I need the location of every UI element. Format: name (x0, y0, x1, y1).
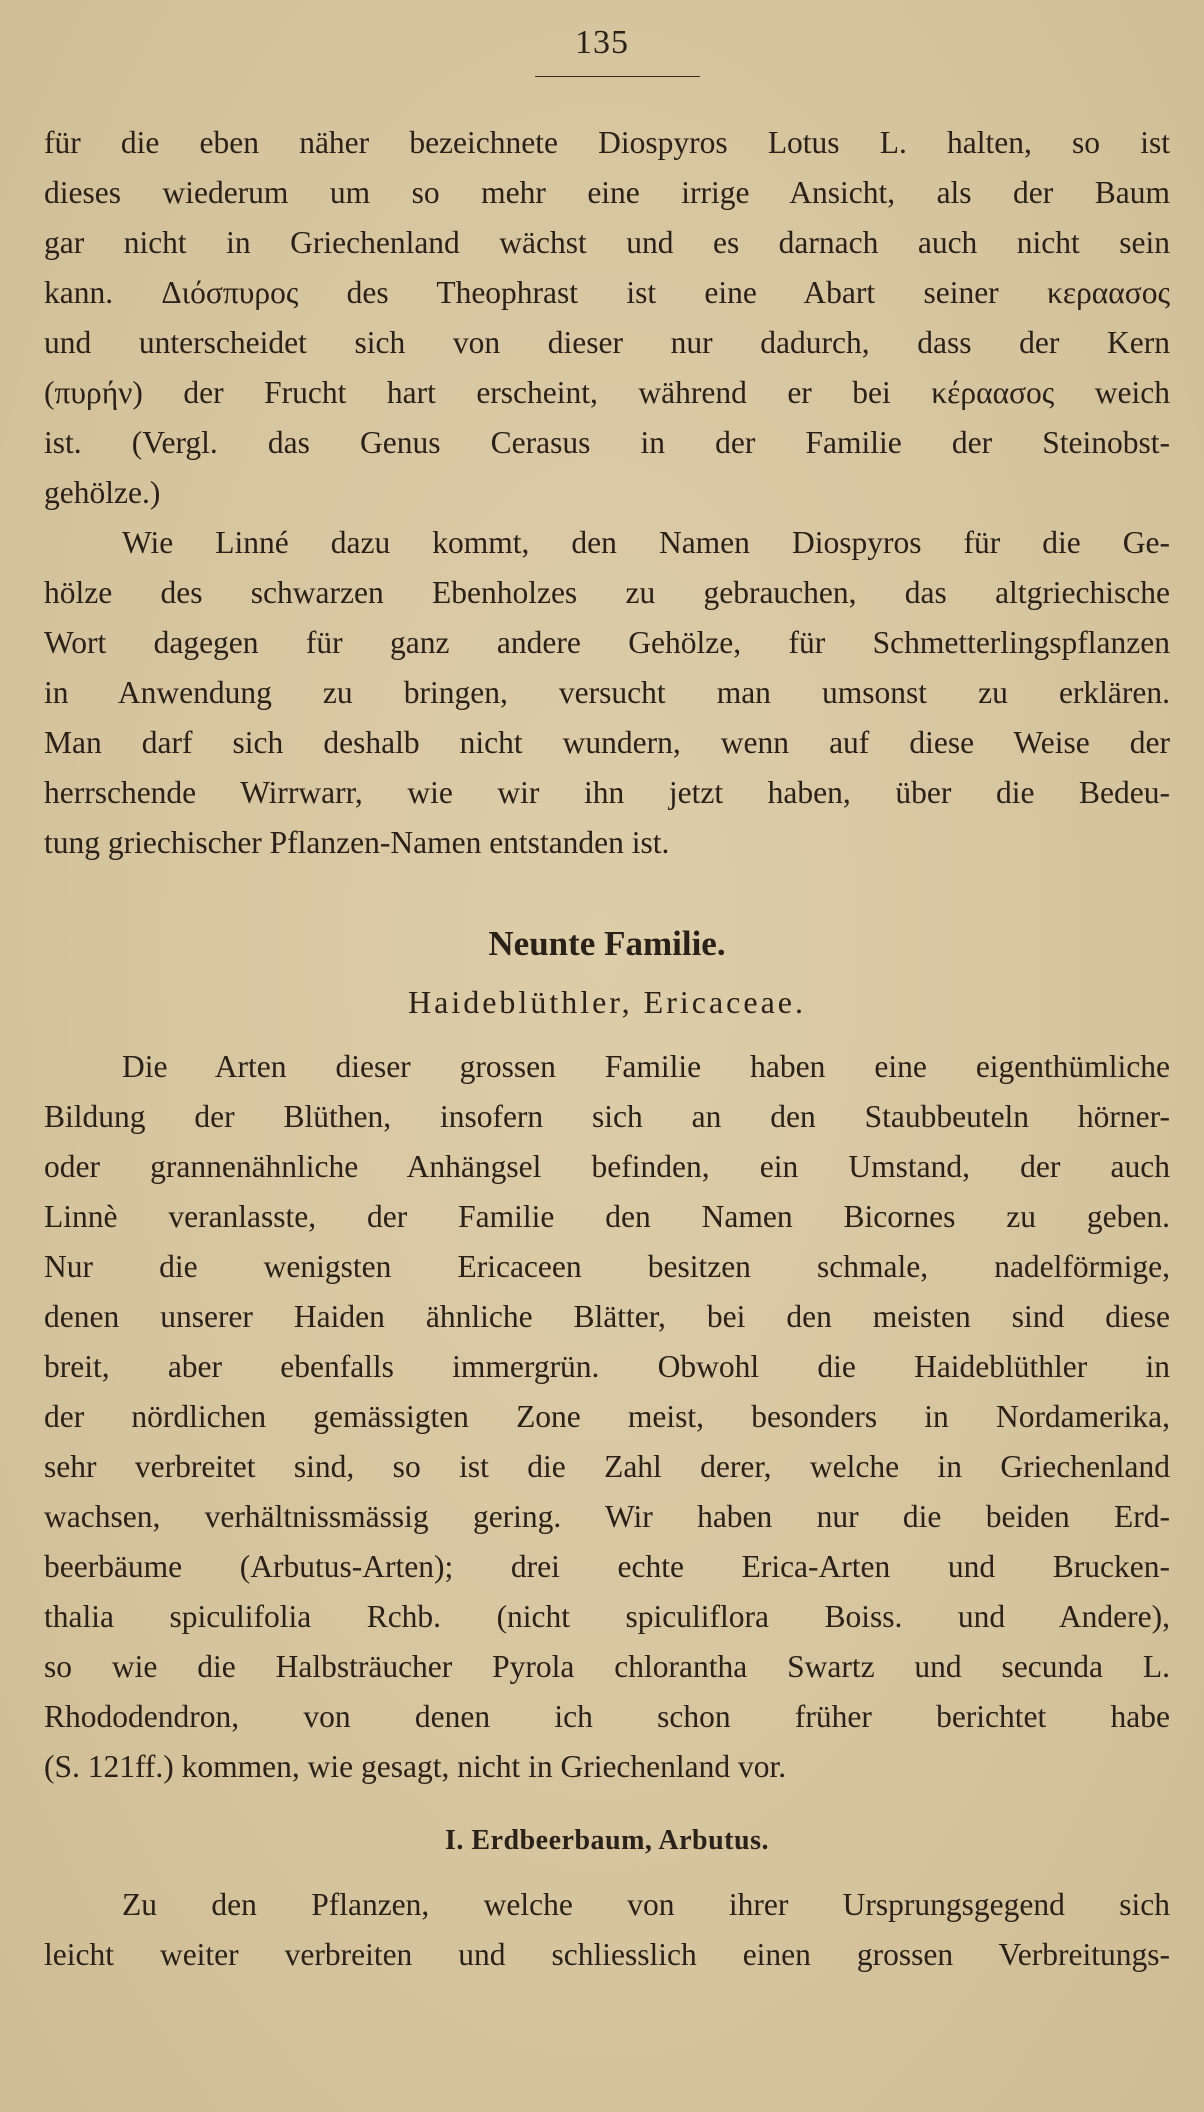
text-line: Linnè veranlasste, der Familie den Namen Bicornes zu geben. (44, 1199, 1170, 1234)
text-line: wachsen, verhältnissmässig gering. Wir haben nur die beiden Erd- (44, 1499, 1170, 1534)
spacer (44, 1030, 1170, 1042)
text-line: (S. 121ff.) kommen, wie gesagt, nicht in Griechenland vor. (44, 1749, 787, 1784)
text-line: für die eben näher bezeichnete Diospyros Lotus L. halten, so ist (44, 125, 1170, 160)
text-line: oder grannenähnliche Anhängsel befinden, ein Umstand, der auch (44, 1149, 1170, 1184)
text-line: thalia spiculifolia Rchb. (nicht spiculiflora Boiss. und Andere), (44, 1599, 1170, 1634)
text-line: Die Arten dieser grossen Familie haben eine eigenthümliche (122, 1049, 1170, 1084)
text-line: sehr verbreitet sind, so ist die Zahl derer, welche in Griechenland (44, 1449, 1170, 1484)
text-line: in Anwendung zu bringen, versucht man umsonst zu erklären. (44, 675, 1170, 710)
text-line: gehölze.) (44, 475, 161, 510)
text-line: leicht weiter verbreiten und schliesslich einen grossen Verbreitungs- (44, 1937, 1170, 1972)
text-line: der nördlichen gemässigten Zone meist, besonders in Nordamerika, (44, 1399, 1170, 1434)
text-line: (πυρήν) der Frucht hart erscheint, während er bei κέραασος weich (44, 375, 1170, 410)
text-line: und unterscheidet sich von dieser nur dadurch, dass der Kern (44, 325, 1170, 360)
text-line: so wie die Halbsträucher Pyrola chlorantha Swartz und secunda L. (44, 1649, 1170, 1684)
text-line: dieses wiederum um so mehr eine irrige Ansicht, als der Baum (44, 175, 1170, 210)
section-heading: I. Erdbeerbaum, Arbutus. (445, 1825, 769, 1856)
text-line: Wort dagegen für ganz andere Gehölze, für Schmetterlingspflanzen (44, 625, 1170, 660)
text-line: denen unserer Haiden ähnliche Blätter, bei den meisten sind diese (44, 1299, 1170, 1334)
text-line: ist. (Vergl. das Genus Cerasus in der Familie der Steinobst- (44, 425, 1170, 460)
paragraph-block-diospyros (44, 118, 1170, 868)
text-line: gar nicht in Griechenland wächst und es darnach auch nicht sein (44, 225, 1170, 260)
text-line: Man darf sich deshalb nicht wundern, wenn auf diese Weise der (44, 725, 1170, 760)
text-line: Zu den Pflanzen, welche von ihrer Ursprungsgegend sich (122, 1887, 1170, 1922)
page-text (44, 118, 1170, 1980)
text-line: beerbäume (Arbutus-Arten); drei echte Erica-Arten und Brucken- (44, 1549, 1170, 1584)
paragraph-block-arbutus (44, 1880, 1170, 1980)
text-line: herrschende Wirrwarr, wie wir ihn jetzt haben, über die Bedeu- (44, 775, 1170, 810)
text-line: Rhododendron, von denen ich schon früher berichtet habe (44, 1699, 1170, 1734)
text-line: hölze des schwarzen Ebenholzes zu gebrauchen, das altgriechische (44, 575, 1170, 610)
text-line: Bildung der Blüthen, insofern sich an den Staubbeuteln hörner- (44, 1099, 1170, 1134)
paragraph-block-ericaceae (44, 1042, 1170, 1792)
text-line: breit, aber ebenfalls immergrün. Obwohl die Haideblüthler in (44, 1349, 1170, 1384)
spacer (44, 1792, 1170, 1814)
spacer (44, 868, 1170, 914)
text-line: Nur die wenigsten Ericaceen besitzen schmale, nadelförmige, (44, 1249, 1170, 1284)
text-line: tung griechischer Pflanzen-Namen entstanden ist. (44, 825, 670, 860)
family-heading: Neunte Familie. (488, 924, 726, 963)
text-line: Wie Linné dazu kommt, den Namen Diospyros für die Ge- (122, 525, 1170, 560)
family-subheading: Haideblüthler, Ericaceae. (408, 984, 806, 1020)
text-line: kann. Διόσπυρος des Theophrast ist eine Abart seiner κεραασος (44, 275, 1170, 310)
spacer (44, 1868, 1170, 1880)
header-rule (535, 76, 700, 77)
page-number: 135 (575, 24, 629, 61)
